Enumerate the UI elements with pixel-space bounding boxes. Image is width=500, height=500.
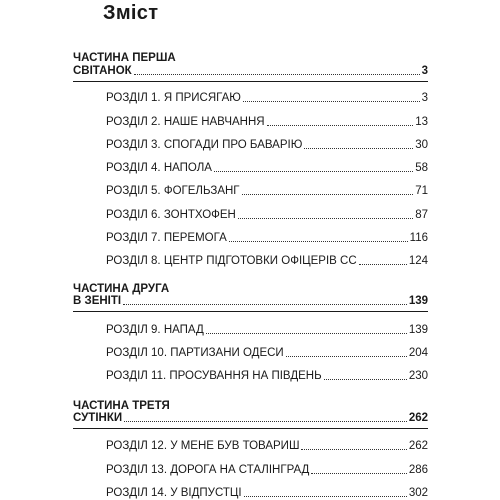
dot-leader bbox=[324, 379, 407, 380]
chapter-title: РОЗДІЛ 3. СПОГАДИ ПРО БАВАРІЮ bbox=[106, 139, 303, 151]
page-number: 262 bbox=[408, 412, 428, 424]
chapter-title: РОЗДІЛ 7. ПЕРЕМОГА bbox=[106, 232, 227, 244]
dot-leader bbox=[304, 148, 413, 149]
part-label: ЧАСТИНА ДРУГА bbox=[73, 283, 170, 295]
toc-chapter-row[interactable] bbox=[106, 437, 428, 453]
part-label: ЧАСТИНА ТРЕТЯ bbox=[73, 400, 170, 412]
page-number: 139 bbox=[408, 324, 428, 336]
toc-part-row[interactable] bbox=[73, 66, 428, 82]
toc-chapter-row[interactable] bbox=[106, 252, 428, 268]
toc-chapter-row[interactable] bbox=[106, 484, 428, 500]
page-number: 58 bbox=[415, 162, 428, 174]
page-number: 13 bbox=[415, 116, 428, 128]
toc-chapter-row[interactable] bbox=[106, 182, 428, 198]
dot-leader bbox=[229, 241, 408, 242]
chapter-title: РОЗДІЛ 14. У ВІДПУСТЦІ bbox=[106, 487, 242, 499]
toc-part-row[interactable] bbox=[73, 413, 428, 429]
dot-leader bbox=[359, 264, 407, 265]
toc-chapter-row[interactable] bbox=[106, 113, 428, 129]
toc-chapter-row[interactable] bbox=[106, 206, 428, 222]
page-number: 3 bbox=[421, 65, 428, 77]
chapter-title: РОЗДІЛ 9. НАПАД bbox=[106, 324, 204, 336]
dot-leader bbox=[286, 356, 407, 357]
page-number: 302 bbox=[408, 487, 428, 499]
dot-leader bbox=[311, 473, 407, 474]
toc-chapter-row[interactable] bbox=[106, 367, 428, 383]
dot-leader bbox=[242, 194, 414, 195]
toc-chapter-row[interactable] bbox=[106, 229, 428, 245]
chapter-title: РОЗДІЛ 5. ФОГЕЛЬЗАНГ bbox=[106, 185, 240, 197]
chapter-title: РОЗДІЛ 13. ДОРОГА НА СТАЛІНГРАД bbox=[106, 464, 310, 476]
page-number: 262 bbox=[408, 440, 428, 452]
toc-chapter-row[interactable] bbox=[106, 344, 428, 360]
dot-leader bbox=[244, 496, 407, 497]
page-number: 204 bbox=[408, 347, 428, 359]
chapter-title: РОЗДІЛ 11. ПРОСУВАННЯ НА ПІВДЕНЬ bbox=[106, 370, 322, 382]
page-number: 139 bbox=[408, 295, 428, 307]
dot-leader bbox=[243, 101, 420, 102]
page-number: 286 bbox=[408, 464, 428, 476]
dot-leader bbox=[214, 171, 413, 172]
chapter-title: РОЗДІЛ 4. НАПОЛА bbox=[106, 162, 212, 174]
toc-chapter-row[interactable] bbox=[106, 136, 428, 152]
toc-chapter-row[interactable] bbox=[106, 321, 428, 337]
toc-chapter-row[interactable] bbox=[106, 461, 428, 477]
dot-leader bbox=[123, 304, 407, 305]
page-number: 116 bbox=[409, 232, 428, 244]
page-number: 230 bbox=[408, 370, 428, 382]
part-title: СУТІНКИ bbox=[73, 412, 123, 424]
dot-leader bbox=[124, 421, 407, 422]
chapter-title: РОЗДІЛ 10. ПАРТИЗАНИ ОДЕСИ bbox=[106, 347, 284, 359]
dot-leader bbox=[267, 125, 414, 126]
part-title: СВІТАНОК bbox=[73, 65, 132, 77]
dot-leader bbox=[206, 333, 407, 334]
dot-leader bbox=[301, 449, 406, 450]
page-number: 124 bbox=[408, 255, 428, 267]
toc-chapter-row[interactable] bbox=[106, 89, 428, 105]
dot-leader bbox=[238, 218, 413, 219]
toc-chapter-row[interactable] bbox=[106, 159, 428, 175]
toc-part-row[interactable] bbox=[73, 296, 428, 312]
chapter-title: РОЗДІЛ 8. ЦЕНТР ПІДГОТОВКИ ОФІЦЕРІВ СС bbox=[106, 255, 357, 267]
dot-leader bbox=[134, 74, 420, 75]
part-title: В ЗЕНІТІ bbox=[73, 295, 122, 307]
chapter-title: РОЗДІЛ 12. У МЕНЕ БУВ ТОВАРИШ bbox=[106, 440, 300, 452]
page-number: 3 bbox=[421, 92, 428, 104]
chapter-title: РОЗДІЛ 2. НАШЕ НАВЧАННЯ bbox=[106, 116, 265, 128]
part-label: ЧАСТИНА ПЕРША bbox=[73, 52, 176, 64]
page-number: 30 bbox=[415, 139, 428, 151]
chapter-title: РОЗДІЛ 1. Я ПРИСЯГАЮ bbox=[106, 92, 241, 104]
page-title: Зміст bbox=[103, 2, 159, 24]
page-number: 71 bbox=[415, 185, 428, 197]
chapter-title: РОЗДІЛ 6. ЗОНТХОФЕН bbox=[106, 209, 236, 221]
page-number: 87 bbox=[415, 209, 428, 221]
